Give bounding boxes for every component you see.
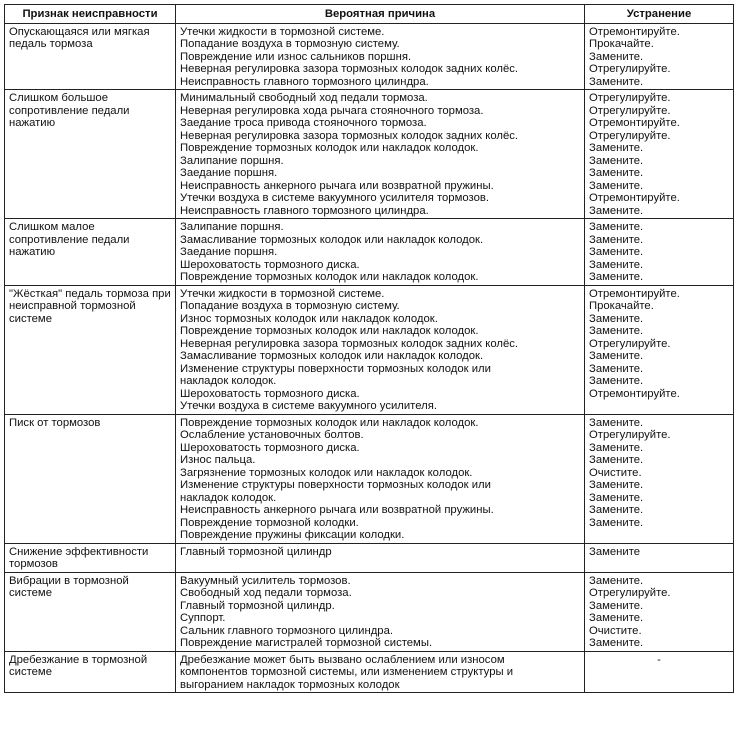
cause-cell <box>176 651 585 693</box>
header-row <box>5 5 734 24</box>
remedy-item: Замените. <box>589 479 644 491</box>
header-remedy: Устранение <box>585 5 734 24</box>
cause-item: Вакуумный усилитель тормозов. <box>180 574 351 587</box>
table-row <box>5 414 734 543</box>
remedy-item: Замените. <box>589 312 644 325</box>
remedy-item: Отрегулируйте. <box>589 63 671 75</box>
cause-item: Неверная регулировка зазора тормозных колодок задних колёс. <box>180 129 519 142</box>
remedy-item: Замените. <box>589 350 644 362</box>
cause-item: Замасливание тормозных колодок или накладок колодок. <box>180 350 484 362</box>
remedy-item: Отрегулируйте. <box>589 92 671 104</box>
cause-item: Утечки жидкости в тормозной системе. <box>180 287 385 300</box>
cause-item: Заедание троса привода стояночного тормоза. <box>180 117 427 129</box>
cause-item: Неверная регулировка хода рычага стояночного тормоза. <box>180 104 484 117</box>
cause-cell <box>176 219 585 286</box>
remedy-item: Замените. <box>589 258 644 271</box>
cause-item: Неисправность анкерного рычага или возвратной пружины. <box>180 179 494 192</box>
cause-item: Суппорт. <box>180 612 226 624</box>
remedy-item: Замените. <box>589 142 644 154</box>
remedy-cell <box>585 414 734 543</box>
cause-item: Сальник главного тормозного цилиндра. <box>180 624 393 637</box>
symptom-cell: "Жёсткая" педаль тормоза при неисправной тормозной системе <box>5 285 176 414</box>
cause-item: Повреждение тормозных колодок или накладок колодок. <box>180 416 479 429</box>
cause-item: Повреждение тормозной колодки. <box>180 516 359 529</box>
cause-item: Повреждение тормозных колодок или накладок колодок. <box>180 142 479 154</box>
header-cause: Вероятная причина <box>176 5 585 24</box>
cause-item: Неисправность анкерного рычага или возвратной пружины. <box>180 504 494 516</box>
remedy-cell <box>585 285 734 414</box>
cause-cell <box>176 285 585 414</box>
cause-item: Главный тормозной цилиндр. <box>180 599 335 612</box>
header-symptom: Признак неисправности <box>5 5 176 24</box>
cause-cell <box>176 414 585 543</box>
diagnostics-table <box>4 4 734 693</box>
remedy-item: Замените. <box>589 325 644 337</box>
cause-item: Повреждение тормозных колодок или накладок колодок. <box>180 271 479 283</box>
remedy-item: Замените. <box>589 516 644 529</box>
cause-cell <box>176 572 585 651</box>
remedy-item: Замените. <box>589 167 644 179</box>
symptom-cell: Дребезжание в тормозной системе <box>5 651 176 693</box>
cause-item: Неисправность главного тормозного цилиндра. <box>180 75 429 88</box>
cause-cell <box>176 543 585 572</box>
cause-item: Главный тормозной цилиндр <box>180 545 332 558</box>
cause-item: Минимальный свободный ход педали тормоза. <box>180 92 428 104</box>
cause-cell <box>176 90 585 219</box>
remedy-item: Отрегулируйте. <box>589 104 671 117</box>
remedy-item: Отремонтируйте. <box>589 287 680 300</box>
cause-item: Износ тормозных колодок или накладок колодок. <box>180 312 438 325</box>
remedy-item: Отрегулируйте. <box>589 129 671 142</box>
remedy-cell <box>585 572 734 651</box>
table-row <box>5 651 734 693</box>
remedy-item: Замените. <box>589 375 644 387</box>
cause-item: Замасливание тормозных колодок или накладок колодок. <box>180 233 484 246</box>
remedy-item: Замените. <box>589 416 644 429</box>
cause-item: Дребезжание может быть вызвано ослаблением или износом компонентов тормозной системы, или изменением структуры и выгоранием накладок тормозных колодок <box>180 653 514 691</box>
remedy-item: Замените. <box>589 454 644 466</box>
cause-item: Загрязнение тормозных колодок или накладок колодок. <box>180 466 473 479</box>
cause-cell <box>176 23 585 90</box>
remedy-item: Очистите. <box>589 466 642 479</box>
cause-item: Попадание воздуха в тормозную систему. <box>180 38 400 50</box>
cause-item: Неисправность главного тормозного цилиндра. <box>180 204 429 217</box>
remedy-item: Замените. <box>589 204 644 217</box>
table-row <box>5 90 734 219</box>
remedy-item: Замените. <box>589 637 644 649</box>
remedy-item: Очистите. <box>589 624 642 637</box>
remedy-item: - <box>657 653 661 666</box>
remedy-item: Замените. <box>589 246 644 258</box>
symptom-cell: Снижение эффективности тормозов <box>5 543 176 572</box>
remedy-item: Замените. <box>589 491 644 504</box>
remedy-cell <box>585 219 734 286</box>
cause-item: Залипание поршня. <box>180 154 284 167</box>
cause-item: Повреждение тормозных колодок или накладок колодок. <box>180 325 479 337</box>
remedy-cell <box>585 90 734 219</box>
cause-item: Утечки воздуха в системе вакуумного усилителя. <box>180 400 437 412</box>
remedy-cell <box>585 23 734 90</box>
table-body <box>5 23 734 693</box>
remedy-item: Отремонтируйте. <box>589 387 680 400</box>
cause-item: Повреждение магистралей тормозной системы. <box>180 637 433 649</box>
symptom-cell: Опускающаяся или мягкая педаль тормоза <box>5 23 176 90</box>
remedy-item: Замените. <box>589 271 644 283</box>
remedy-item: Замените. <box>589 441 644 454</box>
remedy-cell <box>585 543 734 572</box>
remedy-item: Отрегулируйте. <box>589 587 671 599</box>
remedy-item: Замените. <box>589 50 644 63</box>
remedy-item: Прокачайте. <box>589 300 654 312</box>
remedy-item: Замените. <box>589 75 644 88</box>
cause-item: Износ пальца. <box>180 454 256 466</box>
remedy-item: Замените. <box>589 233 644 246</box>
remedy-item: Отремонтируйте. <box>589 25 680 38</box>
remedy-item: Отремонтируйте. <box>589 117 680 129</box>
cause-item: Заедание поршня. <box>180 246 278 258</box>
cause-item: Заедание поршня. <box>180 167 278 179</box>
table-row <box>5 219 734 286</box>
table-row <box>5 23 734 90</box>
symptom-cell: Слишком большое сопротивление педали нажатию <box>5 90 176 219</box>
remedy-item: Замените. <box>589 612 644 624</box>
cause-item: Утечки жидкости в тормозной системе. <box>180 25 385 38</box>
cause-item: Шероховатость тормозного диска. <box>180 387 360 400</box>
remedy-item: Прокачайте. <box>589 38 654 50</box>
cause-item: Утечки воздуха в системе вакуумного усилителя тормозов. <box>180 192 489 204</box>
remedy-cell <box>585 651 734 693</box>
table-row <box>5 285 734 414</box>
cause-item: Шероховатость тормозного диска. <box>180 441 360 454</box>
symptom-cell: Вибрации в тормозной системе <box>5 572 176 651</box>
cause-item: Неверная регулировка зазора тормозных колодок задних колёс. <box>180 337 519 350</box>
remedy-item: Отремонтируйте. <box>589 192 680 204</box>
table-row <box>5 543 734 572</box>
remedy-item: Замените. <box>589 574 644 587</box>
remedy-item: Замените. <box>589 179 644 192</box>
symptom-cell: Слишком малое сопротивление педали нажатию <box>5 219 176 286</box>
cause-item: Изменение структуры поверхности тормозных колодок или накладок колодок. <box>180 362 491 387</box>
remedy-item: Замените <box>589 545 641 558</box>
cause-item: Изменение структуры поверхности тормозных колодок или накладок колодок. <box>180 479 491 504</box>
remedy-item: Замените. <box>589 154 644 167</box>
cause-item: Шероховатость тормозного диска. <box>180 258 360 271</box>
remedy-item: Замените. <box>589 221 644 233</box>
remedy-item: Замените. <box>589 599 644 612</box>
cause-item: Повреждение или износ сальников поршня. <box>180 50 412 63</box>
remedy-item: Отрегулируйте. <box>589 337 671 350</box>
cause-item: Ослабление установочных болтов. <box>180 429 364 441</box>
cause-item: Повреждение пружины фиксации колодки. <box>180 529 405 541</box>
remedy-item: Отрегулируйте. <box>589 429 671 441</box>
remedy-item: Замените. <box>589 362 644 375</box>
symptom-cell: Писк от тормозов <box>5 414 176 543</box>
table-row <box>5 572 734 651</box>
cause-item: Неверная регулировка зазора тормозных колодок задних колёс. <box>180 63 519 75</box>
cause-item: Попадание воздуха в тормозную систему. <box>180 300 400 312</box>
cause-item: Залипание поршня. <box>180 221 284 233</box>
remedy-item: Замените. <box>589 504 644 516</box>
cause-item: Свободный ход педали тормоза. <box>180 587 352 599</box>
